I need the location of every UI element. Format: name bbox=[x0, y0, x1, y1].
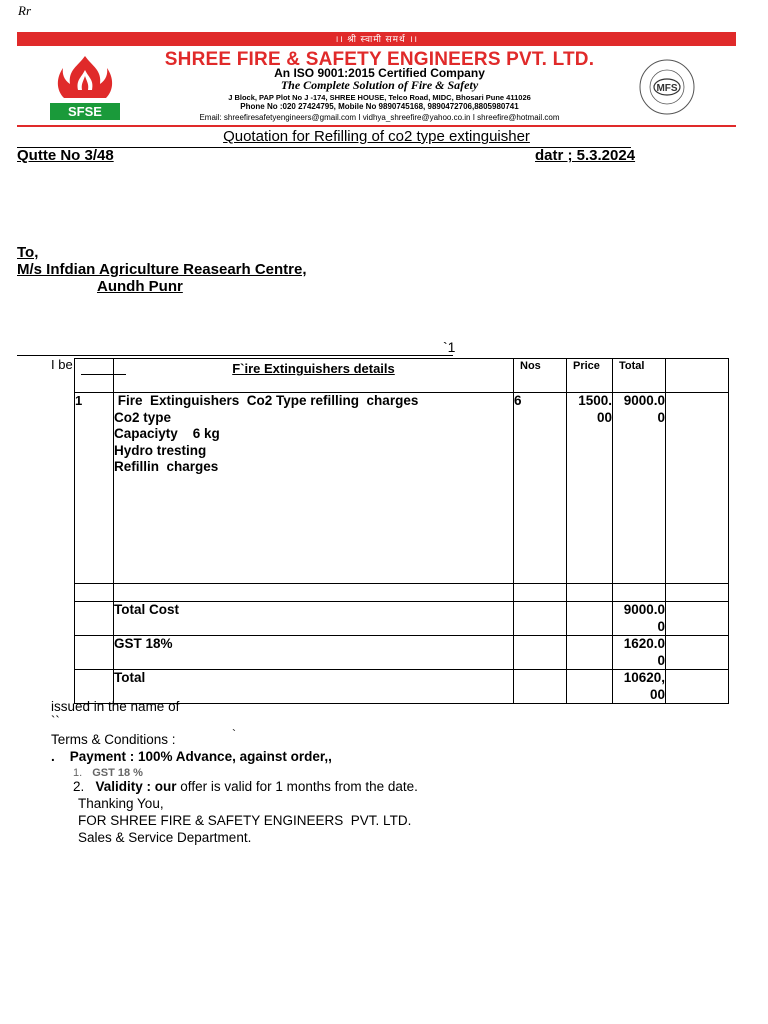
gst-row bbox=[75, 636, 729, 670]
item-total bbox=[613, 393, 666, 584]
total-cost-value bbox=[613, 602, 666, 636]
licence-seal bbox=[632, 58, 702, 116]
closing-department: Sales & Service Department. bbox=[78, 830, 252, 845]
table-row bbox=[75, 393, 729, 584]
table-header-row bbox=[75, 359, 729, 393]
terms-heading: Terms & Conditions : bbox=[51, 732, 176, 747]
header-price: Price bbox=[567, 359, 613, 393]
divider-line bbox=[17, 355, 453, 356]
quotation-table bbox=[74, 358, 729, 704]
terms-validity bbox=[73, 779, 418, 794]
stray-backticks: `` bbox=[51, 713, 60, 728]
closing-block bbox=[78, 795, 411, 846]
item-serial: 1 bbox=[75, 393, 114, 584]
grand-total-value bbox=[613, 670, 666, 704]
item-price bbox=[567, 393, 613, 584]
value-line: 10620, bbox=[623, 670, 665, 685]
quote-date: datr ; 5.3.2024 bbox=[535, 147, 636, 164]
letterhead-rule bbox=[17, 125, 736, 127]
closing-company: FOR SHREE FIRE & SAFETY ENGINEERS PVT. LTD. bbox=[78, 813, 412, 828]
value-line: 0 bbox=[657, 652, 665, 668]
letterhead-banner: ।। श्री स्वामी समर्थ ।। bbox=[17, 32, 736, 46]
item-nos: 6 bbox=[514, 393, 567, 584]
item-line: Capaciyty 6 kg bbox=[114, 426, 220, 441]
iso-line: An ISO 9001:2015 Certified Company bbox=[274, 66, 485, 80]
seal-text: MFS bbox=[656, 83, 678, 94]
logo-text: SFSE bbox=[68, 104, 102, 119]
item-line: Refillin charges bbox=[114, 459, 219, 474]
addressee-city: Aundh Punr bbox=[97, 278, 183, 295]
issued-note: issued in the name of bbox=[51, 699, 180, 714]
header-sl-cell bbox=[75, 359, 114, 393]
item-line: Co2 type bbox=[114, 409, 172, 425]
spacer-row bbox=[75, 584, 729, 602]
value-line: 00 bbox=[649, 686, 665, 702]
grand-total-label: Total bbox=[114, 670, 514, 704]
price-line: 1500. bbox=[578, 393, 612, 408]
side-label: I be bbox=[51, 357, 73, 372]
terms-gst-text: GST 18 % bbox=[92, 767, 143, 779]
company-email: Email: shreefiresafetyengineers@gmail.com I vidhya_shreefire@yahoo.co.in I shreefire@hotmail.com bbox=[199, 113, 560, 122]
company-name: SHREE FIRE & SAFETY ENGINEERS PVT. LTD. bbox=[164, 49, 595, 70]
header-empty bbox=[666, 359, 729, 393]
closing-thanks: Thanking You, bbox=[78, 796, 164, 811]
value-line: 1620.0 bbox=[623, 636, 665, 651]
terms-validity-number: 2. bbox=[73, 779, 85, 794]
sfse-logo bbox=[48, 52, 122, 122]
total-line: 9000.0 bbox=[623, 393, 665, 408]
header-total: Total bbox=[613, 359, 666, 393]
quotation-title: Quotation for Refilling of co2 type extinguisher bbox=[223, 128, 530, 145]
header-nos: Nos bbox=[514, 359, 567, 393]
company-phone: Phone No :020 27424795, Mobile No 9890745168, 9890472706,8805980741 bbox=[240, 102, 519, 111]
addressee-name: M/s Infdian Agriculture Reasearh Centre, bbox=[17, 261, 307, 278]
item-line: Fire Extinguishers Co2 Type refilling charges bbox=[114, 393, 419, 408]
tagline: The Complete Solution of Fire & Safety bbox=[280, 78, 479, 92]
terms-validity-label: Validity : our bbox=[95, 779, 177, 794]
value-line: 9000.0 bbox=[623, 602, 665, 617]
total-cost-row bbox=[75, 602, 729, 636]
addressee-block bbox=[17, 244, 307, 295]
item-line: Hydro tresting bbox=[114, 442, 207, 458]
terms-payment: . Payment : 100% Advance, against order,, bbox=[51, 749, 332, 764]
header-title: F`ire Extinguishers details bbox=[114, 359, 514, 393]
stray-tick: ` bbox=[232, 727, 236, 741]
total-line: 0 bbox=[657, 409, 665, 425]
item-description bbox=[114, 393, 514, 584]
price-line: 00 bbox=[596, 409, 612, 425]
item-empty bbox=[666, 393, 729, 584]
gst-label: GST 18% bbox=[114, 636, 514, 670]
to-label: To, bbox=[17, 244, 39, 261]
terms-validity-text: offer is valid for 1 months from the date. bbox=[176, 779, 418, 794]
terms-gst bbox=[73, 767, 143, 779]
gst-value bbox=[613, 636, 666, 670]
quote-number: Qutte No 3/48 bbox=[17, 147, 114, 164]
stray-mark: `1 bbox=[443, 339, 456, 355]
value-line: 0 bbox=[657, 618, 665, 634]
company-address: J Block, PAP Plot No J -174, SHREE HOUSE, Telco Road, MIDC, Bhosari Pune 411026 bbox=[228, 93, 531, 102]
corner-note: Rr bbox=[18, 3, 31, 18]
terms-gst-number: 1. bbox=[73, 767, 83, 779]
total-cost-label: Total Cost bbox=[114, 602, 514, 636]
